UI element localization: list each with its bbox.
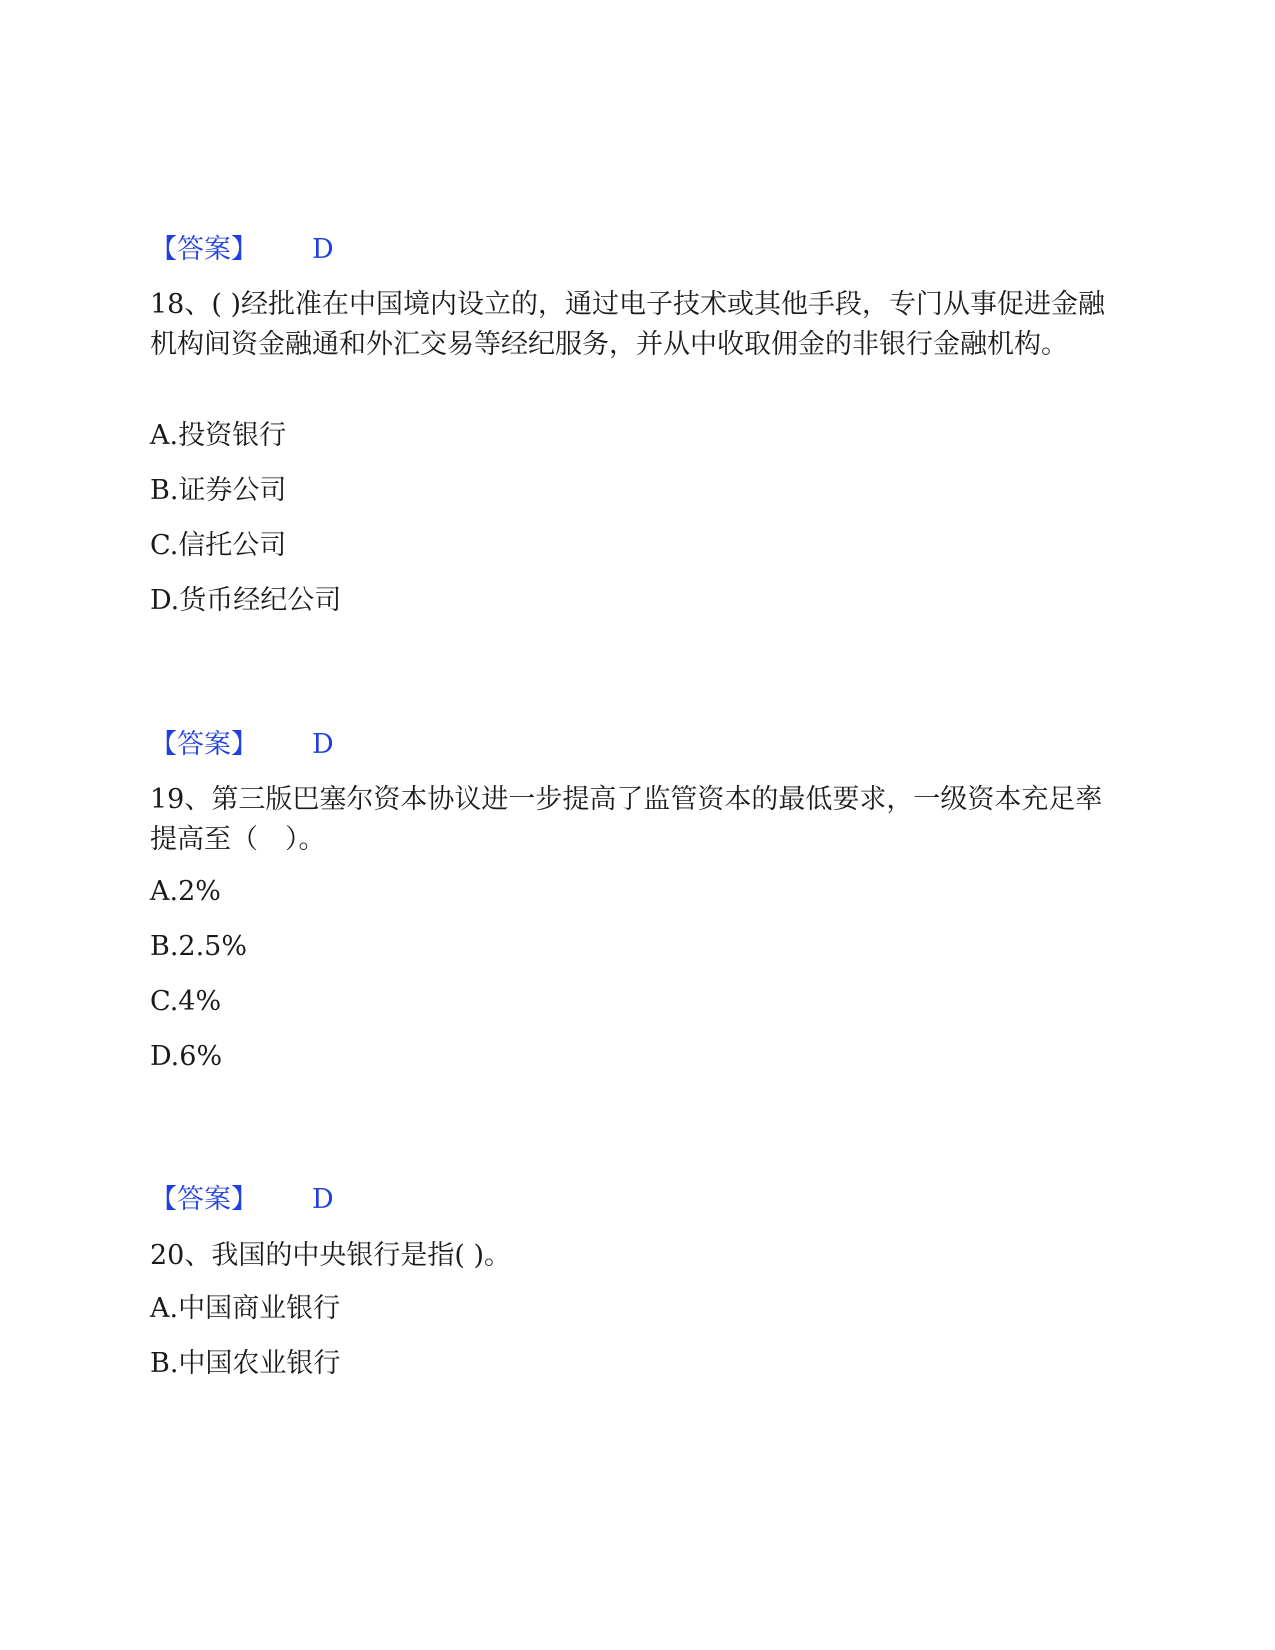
option-19-a: A.2% (150, 876, 221, 907)
answer-line-19 (150, 1182, 334, 1218)
answer-value: D (312, 1184, 334, 1215)
question-18: 18、( )经批准在中国境内设立的，通过电子技术或其他手段，专门从事促进金融机构间资金融通和外汇交易等经纪服务，并从中收取佣金的非银行金融机构。 (150, 289, 1106, 360)
option-20-a: A.中国商业银行 (150, 1293, 341, 1324)
option-19-d: D.6% (150, 1041, 223, 1072)
answer-label: 【答案】 (150, 729, 258, 760)
option-18-d: D.货币经纪公司 (150, 585, 342, 616)
answer-label: 【答案】 (150, 234, 258, 265)
option-19-b: B.2.5% (150, 931, 248, 962)
option-20-b: B.中国农业银行 (150, 1348, 341, 1379)
answer-value: D (312, 729, 334, 760)
answer-value: D (312, 234, 334, 265)
option-18-c: C.信托公司 (150, 530, 287, 561)
question-20: 20、我国的中央银行是指( )。 (150, 1240, 512, 1271)
answer-line-17 (150, 232, 334, 268)
option-18-b: B.证券公司 (150, 475, 287, 506)
option-18-a: A.投资银行 (150, 420, 287, 451)
answer-label: 【答案】 (150, 1184, 258, 1215)
question-19: 19、第三版巴塞尔资本协议进一步提高了监管资本的最低要求，一级资本充足率提高至（ ）。 (150, 784, 1103, 855)
option-19-c: C.4% (150, 986, 222, 1017)
answer-line-18 (150, 727, 334, 763)
